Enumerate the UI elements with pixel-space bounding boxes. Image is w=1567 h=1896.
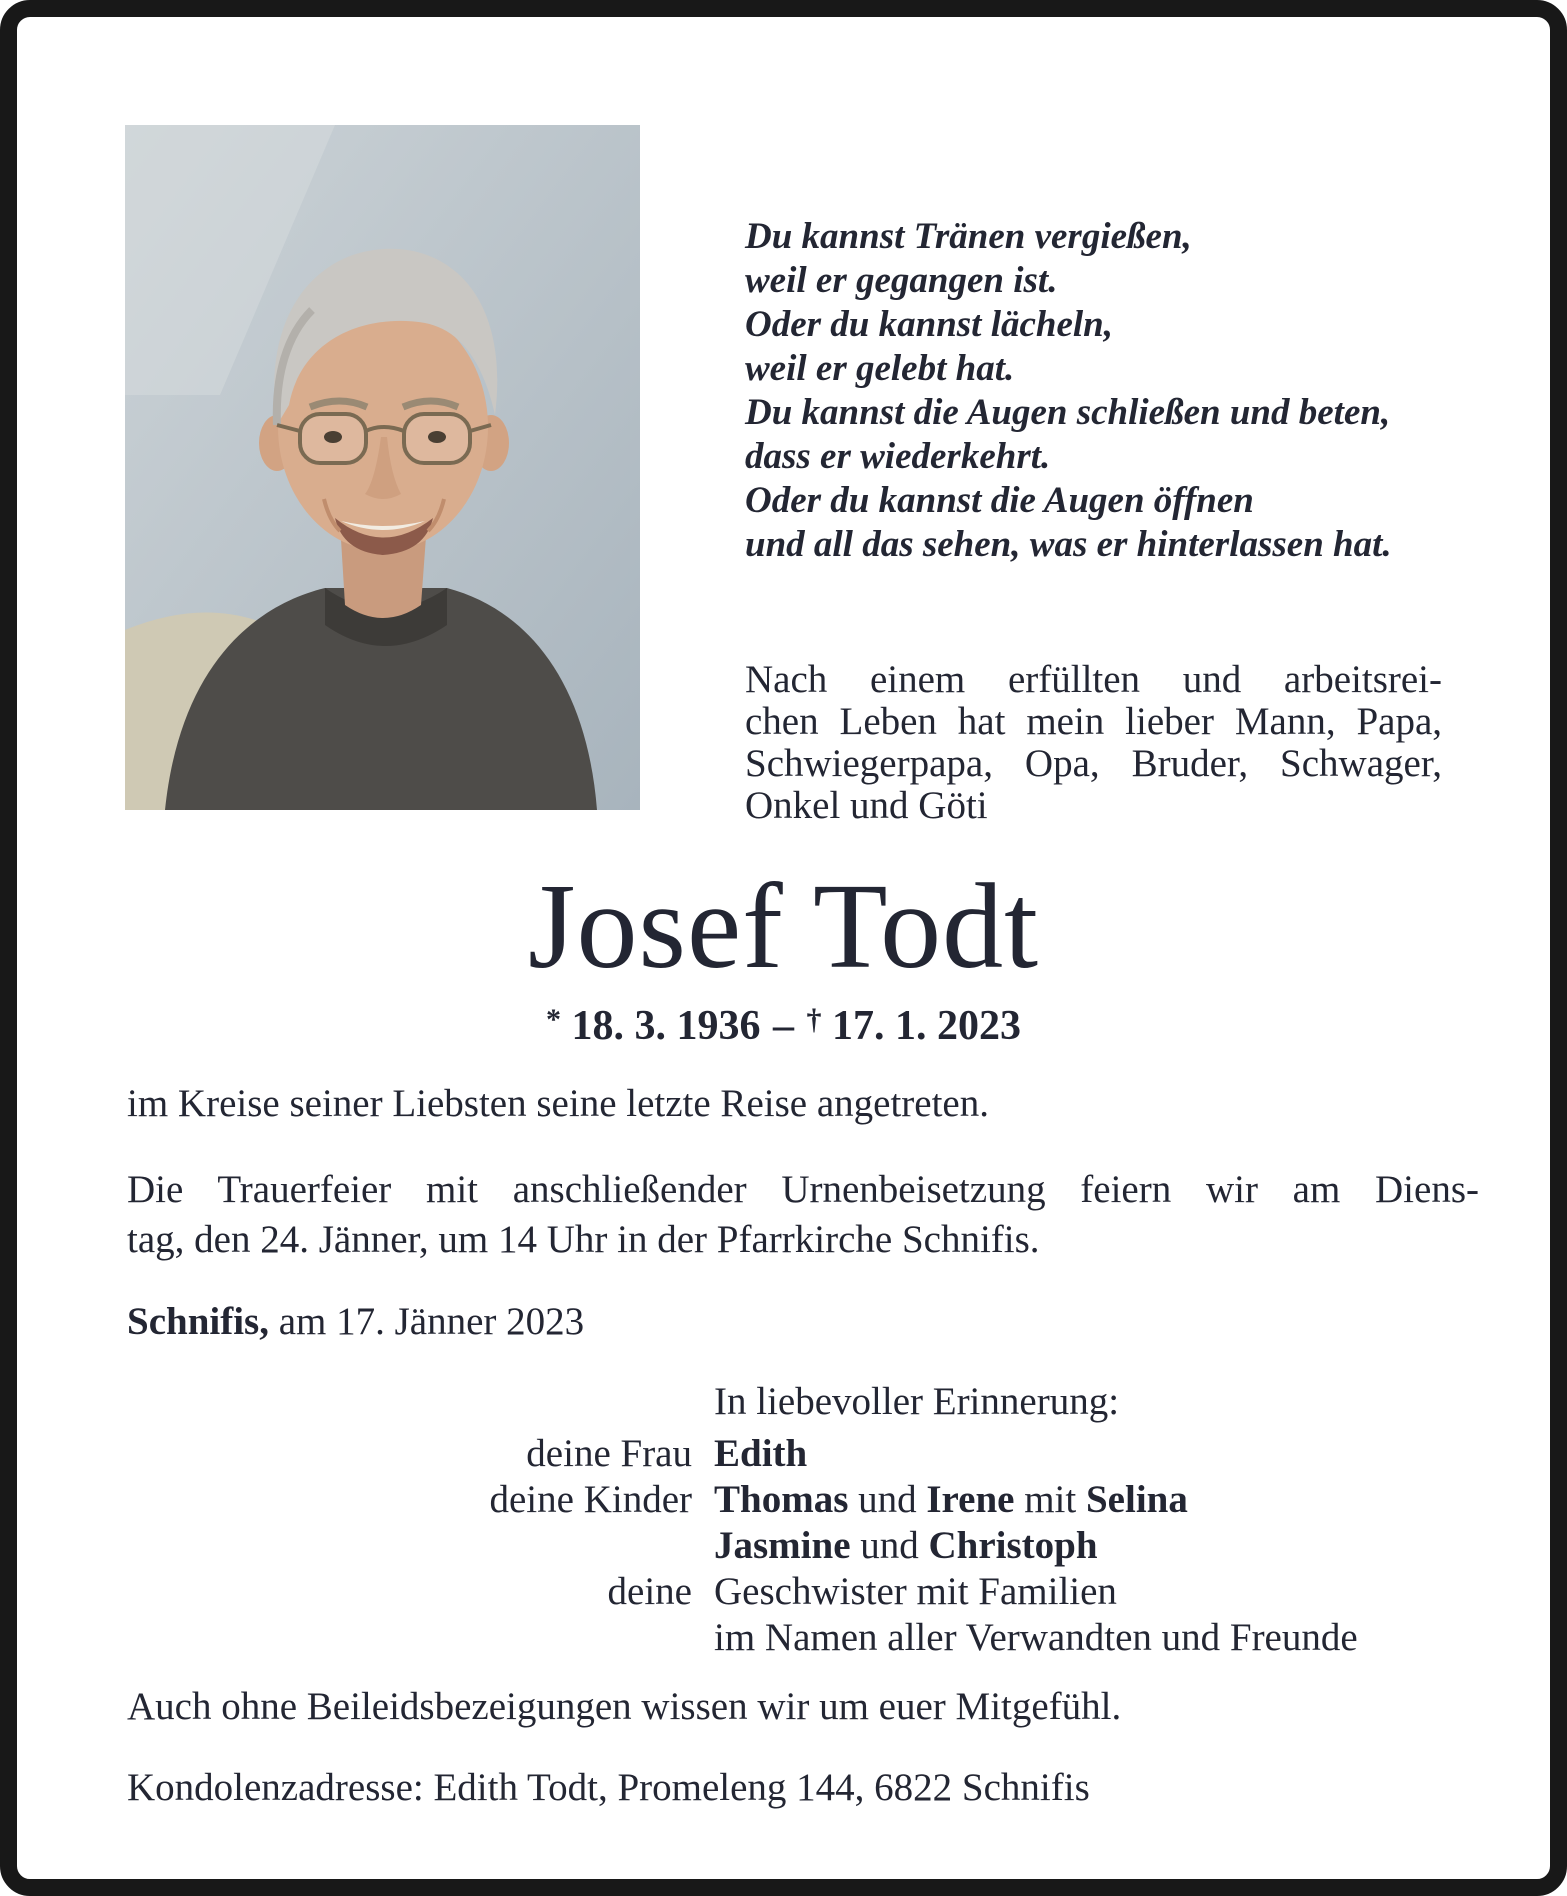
place-name: Schnifis, <box>127 1300 269 1343</box>
poem-line: dass er wiederkehrt. <box>745 436 1051 477</box>
memorial-label: deine Kinder <box>489 1478 692 1521</box>
condolence-address: Kondolenzadresse: Edith Todt, Promeleng 144, 6822 Schnifis <box>127 1766 1090 1809</box>
eye-left <box>324 431 342 443</box>
funeral-line: tag, den 24. Jänner, um 14 Uhr in der Pfarrkirche Schnifis. <box>127 1218 1040 1261</box>
intro-line: chen Leben hat mein lieber Mann, Papa, <box>745 700 1442 743</box>
funeral-announcement <box>127 1165 1479 1265</box>
portrait-illustration <box>125 125 640 810</box>
place-and-date <box>127 1297 1479 1347</box>
memorial-value: Thomas und Irene mit Selina <box>714 1478 1188 1521</box>
memorial-value: im Namen aller Verwandten und Freunde <box>714 1616 1358 1659</box>
intro-paragraph <box>745 659 1442 827</box>
intro-line: Schwiegerpapa, Opa, Bruder, Schwager, <box>745 742 1442 785</box>
memorial-heading: In liebevoller Erinnerung: <box>714 1380 1120 1423</box>
death-symbol: † <box>806 1003 822 1036</box>
poem-line: Oder du kannst lächeln, <box>745 304 1114 345</box>
condolence-note: Auch ohne Beileidsbezeigungen wissen wir um euer Mitgefühl. <box>127 1685 1122 1728</box>
poem-line: Oder du kannst die Augen öffnen <box>745 480 1254 521</box>
memorial-value: Geschwister mit Familien <box>714 1570 1117 1613</box>
memorial-value: Jasmine und Christoph <box>714 1524 1098 1567</box>
funeral-line: Die Trauerfeier mit anschließender Urnenbeisetzung feiern wir am Diens- <box>127 1168 1479 1211</box>
announcement-date: am 17. Jänner 2023 <box>268 1300 585 1343</box>
dates-separator: – <box>773 1003 794 1049</box>
poem-line: und all das sehen, was er hinterlassen hat. <box>745 524 1392 565</box>
memorial-label <box>127 1523 692 1569</box>
deceased-name: Josef Todt <box>528 859 1039 994</box>
memorial-value: Edith <box>714 1432 808 1475</box>
memorial-label <box>127 1379 692 1431</box>
journey-line: im Kreise seiner Liebsten seine letzte Reise angetreten. <box>127 1082 989 1125</box>
portrait-photo <box>125 125 640 810</box>
memorial-label: deine Frau <box>526 1432 692 1475</box>
poem-line: Du kannst Tränen vergießen, <box>745 216 1192 257</box>
poem-line: weil er gelebt hat. <box>745 348 1015 389</box>
birth-date: 18. 3. 1936 <box>571 1003 761 1049</box>
intro-line: Nach einem erfüllten und arbeitsrei- <box>745 658 1442 701</box>
birth-symbol: * <box>546 1003 561 1036</box>
poem-line: Du kannst die Augen schließen und beten, <box>745 392 1391 433</box>
intro-line: Onkel und Göti <box>745 784 988 827</box>
memorial-poem <box>745 215 1445 567</box>
memorial-label <box>127 1615 692 1661</box>
eye-right <box>428 431 446 443</box>
death-date: 17. 1. 2023 <box>832 1003 1021 1049</box>
memorial-label: deine <box>607 1570 692 1613</box>
poem-line: weil er gegangen ist. <box>745 260 1058 301</box>
memorial-section <box>127 1379 1479 1661</box>
life-dates <box>17 1002 1550 1050</box>
